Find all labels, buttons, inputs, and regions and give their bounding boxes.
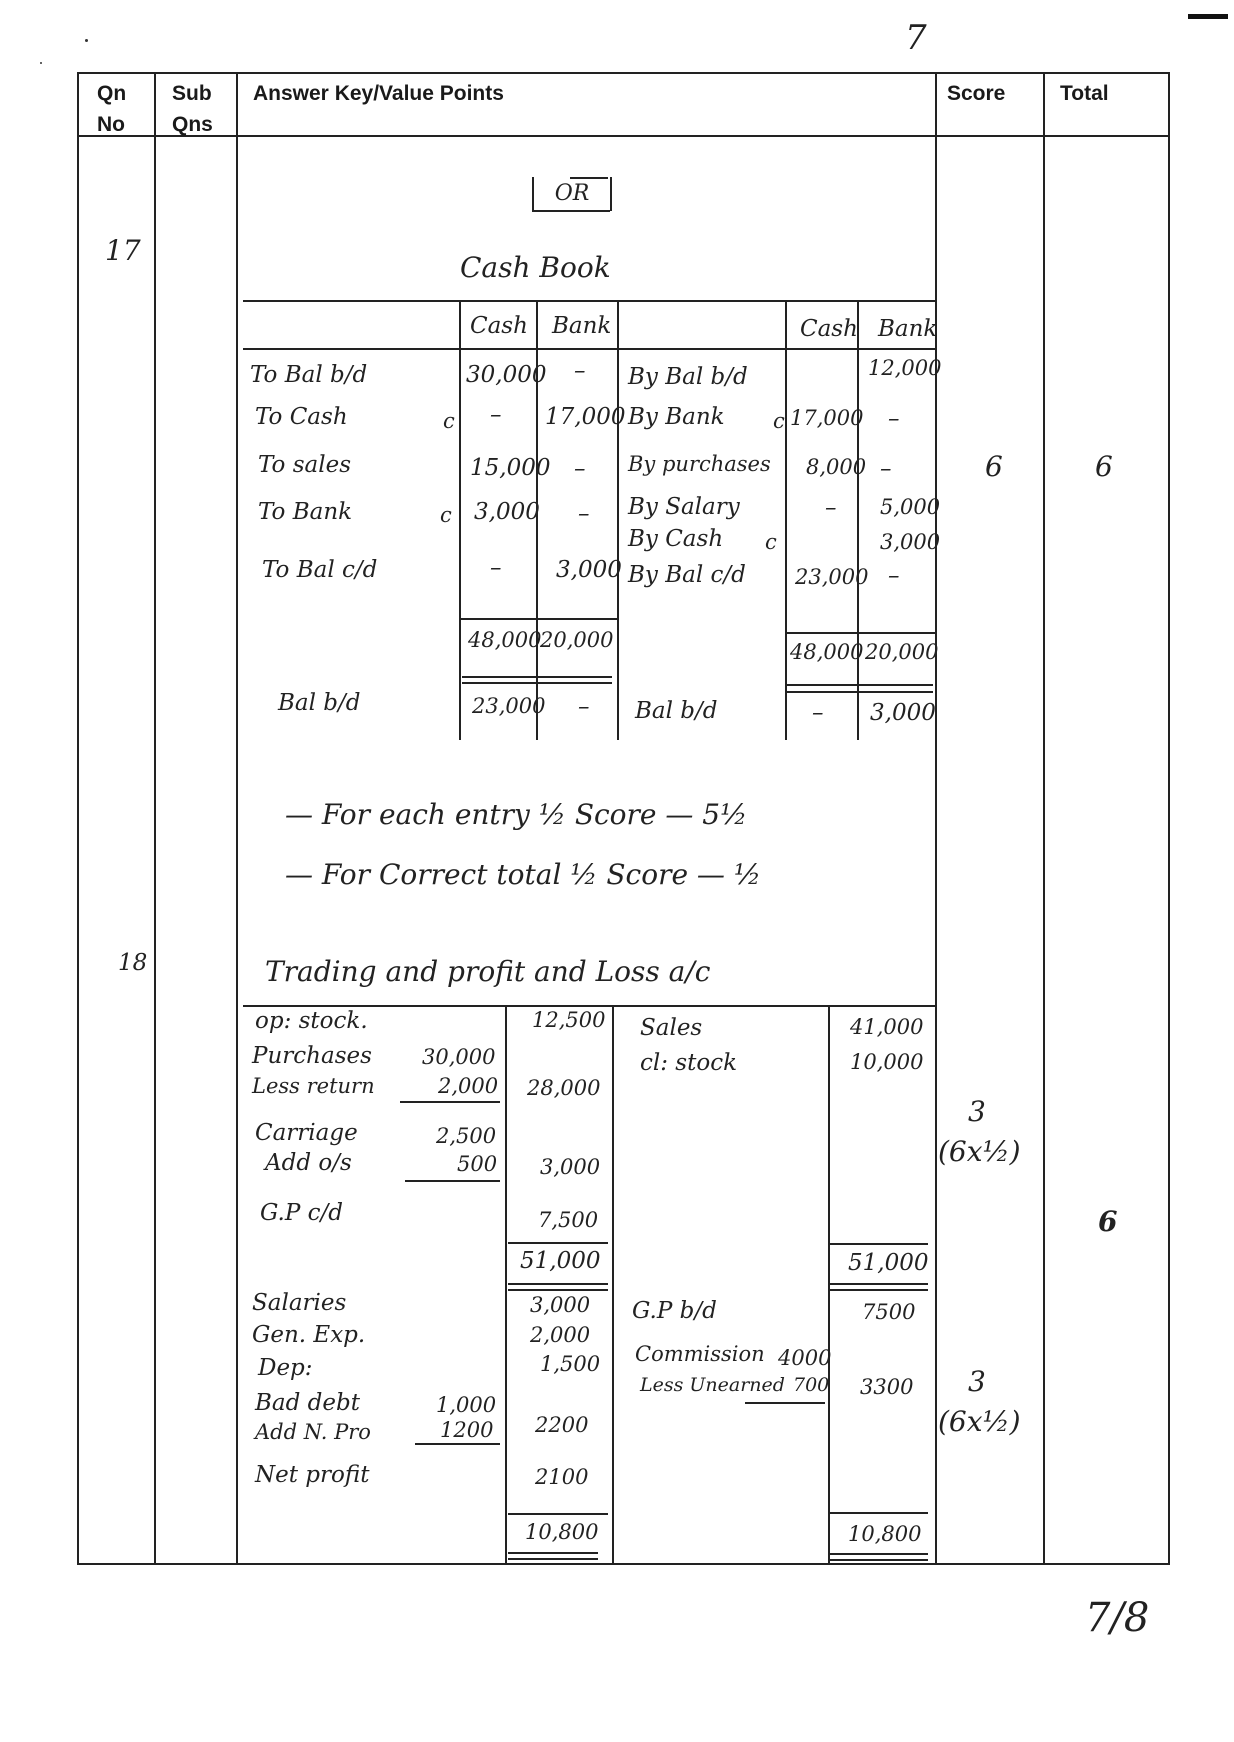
less-unearned-label: Less Unearned — [640, 1374, 785, 1396]
commission-label: Commission — [635, 1342, 765, 1366]
score-breakdown: (6x½) — [938, 1135, 1021, 1168]
score-value: 3 — [968, 1095, 986, 1128]
cashbook-top-rule — [243, 300, 935, 302]
cr-particular: By purchases — [628, 452, 771, 476]
cr-total-bank: 20,000 — [865, 640, 939, 664]
trading-col — [505, 1005, 507, 1565]
col-bank: Bank — [552, 313, 612, 339]
cashbook-col — [857, 300, 859, 740]
cr-cash: 23,000 — [795, 565, 869, 589]
score-value: 3 — [968, 1365, 986, 1398]
sales-label: Sales — [640, 1015, 703, 1041]
op-stock-label: op: stock. — [255, 1008, 368, 1034]
cr-bank: – — [880, 456, 892, 482]
header-score: Score — [947, 82, 1006, 105]
total-value: 6 — [1095, 450, 1113, 483]
net-bad-debt: 2200 — [535, 1413, 589, 1437]
or-box-line — [532, 210, 610, 212]
add-os-label: Add o/s — [265, 1150, 352, 1176]
dr-bank: – — [574, 456, 586, 482]
dr-cash: 3,000 — [474, 499, 540, 525]
dr-cash: – — [490, 555, 502, 581]
total-double-rule — [828, 1283, 928, 1285]
cashbook-col — [617, 300, 619, 740]
cash-book-title: Cash Book — [460, 251, 611, 284]
trading-top-rule — [243, 1005, 935, 1007]
total-double-rule — [508, 1289, 608, 1291]
cr-particular: By Cash — [628, 526, 724, 552]
less-return-amount: 2,000 — [438, 1074, 499, 1098]
dep-amount: 1,500 — [540, 1352, 601, 1376]
total-double-rule — [508, 1552, 598, 1554]
pl-total-cr: 10,800 — [848, 1522, 922, 1546]
cashbook-header-rule — [243, 348, 935, 350]
dr-particular: To Bank — [258, 499, 353, 525]
total-double-rule — [785, 691, 933, 693]
subtotal-rule — [400, 1101, 500, 1103]
total-double-rule — [462, 676, 612, 678]
dr-particular: To Bal c/d — [262, 557, 378, 583]
net-profit-label: Net profit — [255, 1462, 370, 1488]
net-profit-amount: 2100 — [535, 1465, 589, 1489]
op-stock-amount: 12,500 — [532, 1008, 606, 1032]
contra-mark: c — [440, 503, 452, 527]
cl-stock-label: cl: stock — [640, 1050, 738, 1076]
total-double-rule — [508, 1558, 598, 1560]
gen-exp-label: Gen. Exp. — [252, 1322, 366, 1348]
cr-bank: – — [888, 406, 900, 432]
scoring-note: — For each entry ½ Score — 5½ — [285, 798, 748, 831]
total-double-rule — [462, 682, 612, 684]
cr-bank: 12,000 — [868, 356, 942, 380]
cr-cash: – — [825, 495, 837, 521]
dr-particular: To Cash — [255, 404, 348, 430]
pl-total-dr: 10,800 — [525, 1520, 599, 1544]
col-divider — [935, 72, 937, 1565]
total-value: 6 — [1098, 1205, 1118, 1238]
cr-bank: 3,000 — [880, 530, 941, 554]
trading-pl-title: Trading and profit and Loss a/c — [265, 955, 711, 988]
cashbook-col — [785, 300, 787, 740]
dr-particular: To sales — [258, 452, 351, 478]
purchases-amount: 30,000 — [422, 1045, 496, 1069]
total-rule — [828, 1512, 928, 1514]
header-total: Total — [1060, 82, 1109, 105]
subtotal-rule — [405, 1180, 500, 1182]
bal-bd-cash: – — [812, 700, 824, 726]
cr-bank: – — [888, 563, 900, 589]
add-os-amount: 500 — [457, 1152, 498, 1176]
cr-bank: 5,000 — [880, 495, 941, 519]
contra-mark: c — [765, 530, 777, 554]
sales-amount: 41,000 — [850, 1015, 924, 1039]
dep-label: Dep: — [258, 1355, 313, 1381]
carriage-amount: 2,500 — [436, 1124, 497, 1148]
total-rule — [828, 1243, 928, 1245]
bal-bd-label: Bal b/d — [278, 690, 361, 716]
trading-col — [828, 1005, 830, 1565]
total-rule — [785, 632, 935, 634]
purchases-label: Purchases — [252, 1043, 372, 1069]
add-npro-label: Add N. Pro — [255, 1420, 371, 1444]
dr-cash: 30,000 — [466, 362, 547, 388]
or-label: OR — [532, 177, 612, 211]
total-rule — [459, 618, 617, 620]
gen-exp-amount: 2,000 — [530, 1323, 591, 1347]
trading-total-cr: 51,000 — [848, 1250, 929, 1276]
cr-particular: By Salary — [628, 494, 740, 520]
col-divider — [1043, 72, 1045, 1565]
question-number: 17 — [105, 234, 141, 267]
total-double-rule — [828, 1559, 928, 1561]
col-cash: Cash — [470, 313, 528, 339]
scoring-note: — For Correct total ½ Score — ½ — [285, 858, 761, 891]
net-carriage: 3,000 — [540, 1155, 601, 1179]
dr-particular: To Bal b/d — [250, 362, 368, 388]
cr-cash: 17,000 — [790, 406, 864, 430]
page-fraction: 7/8 — [1085, 1595, 1150, 1641]
bal-bd-label: Bal b/d — [635, 698, 718, 724]
col-divider — [236, 72, 238, 1565]
less-return-label: Less return — [252, 1074, 375, 1098]
page-number: 7 — [905, 18, 927, 58]
bad-debt-amount: 1,000 — [436, 1393, 497, 1417]
trading-total-dr: 51,000 — [520, 1248, 601, 1274]
scan-speck — [40, 62, 42, 64]
less-unearned-amount: 700 — [793, 1374, 830, 1396]
total-double-rule — [828, 1553, 928, 1555]
cr-cash: 8,000 — [806, 455, 867, 479]
header-divider — [77, 135, 1170, 137]
or-box-line — [570, 177, 608, 179]
net-purchases: 28,000 — [527, 1076, 601, 1100]
dr-bank: 17,000 — [545, 404, 626, 430]
subtotal-rule — [745, 1402, 825, 1404]
col-divider — [154, 72, 156, 1565]
contra-mark: c — [443, 409, 455, 433]
subtotal-rule — [415, 1443, 500, 1445]
gp-cd-amount: 7,500 — [538, 1208, 599, 1232]
cr-particular: By Bank — [628, 404, 725, 430]
cr-particular: By Bal b/d — [628, 364, 748, 390]
trading-col — [612, 1005, 614, 1565]
total-double-rule — [785, 684, 933, 686]
cr-total-cash: 48,000 — [790, 640, 864, 664]
total-double-rule — [508, 1283, 608, 1285]
dr-total-bank: 20,000 — [540, 628, 614, 652]
col-bank-right: Bank — [878, 316, 938, 342]
net-commission: 3300 — [860, 1375, 914, 1399]
scan-speck — [85, 39, 88, 42]
dr-cash: 15,000 — [470, 455, 551, 481]
bal-bd-bank: 3,000 — [870, 700, 936, 726]
salaries-label: Salaries — [252, 1290, 347, 1316]
total-rule — [508, 1513, 608, 1515]
contra-mark: c — [773, 409, 785, 433]
dr-cash: – — [490, 402, 502, 428]
score-value: 6 — [985, 450, 1003, 483]
total-double-rule — [828, 1289, 928, 1291]
bal-bd-cash: 23,000 — [472, 694, 546, 718]
col-cash-right: Cash — [800, 316, 858, 342]
cr-particular: By Bal c/d — [628, 562, 746, 588]
dr-total-cash: 48,000 — [468, 628, 542, 652]
gp-bd-amount: 7500 — [862, 1300, 916, 1324]
commission-amount: 4000 — [778, 1346, 832, 1370]
cl-stock-amount: 10,000 — [850, 1050, 924, 1074]
dr-bank: – — [578, 501, 590, 527]
carriage-label: Carriage — [255, 1120, 358, 1146]
bad-debt-label: Bad debt — [255, 1390, 360, 1416]
bal-bd-bank: – — [578, 694, 590, 720]
add-npro-amount: 1200 — [440, 1418, 494, 1442]
dr-bank: 3,000 — [556, 557, 622, 583]
gp-bd-label: G.P b/d — [632, 1298, 717, 1324]
question-number: 18 — [118, 950, 148, 976]
gp-cd-label: G.P c/d — [260, 1200, 344, 1226]
score-breakdown: (6x½) — [938, 1405, 1021, 1438]
header-sub-qns: Sub Qns — [172, 82, 213, 136]
corner-mark — [1188, 14, 1228, 19]
header-qn-no: Qn No — [97, 82, 127, 136]
cashbook-col — [459, 300, 461, 740]
dr-bank: – — [574, 358, 586, 384]
header-answer-key: Answer Key/Value Points — [253, 82, 504, 105]
salaries-amount: 3,000 — [530, 1293, 591, 1317]
total-rule — [508, 1242, 608, 1244]
